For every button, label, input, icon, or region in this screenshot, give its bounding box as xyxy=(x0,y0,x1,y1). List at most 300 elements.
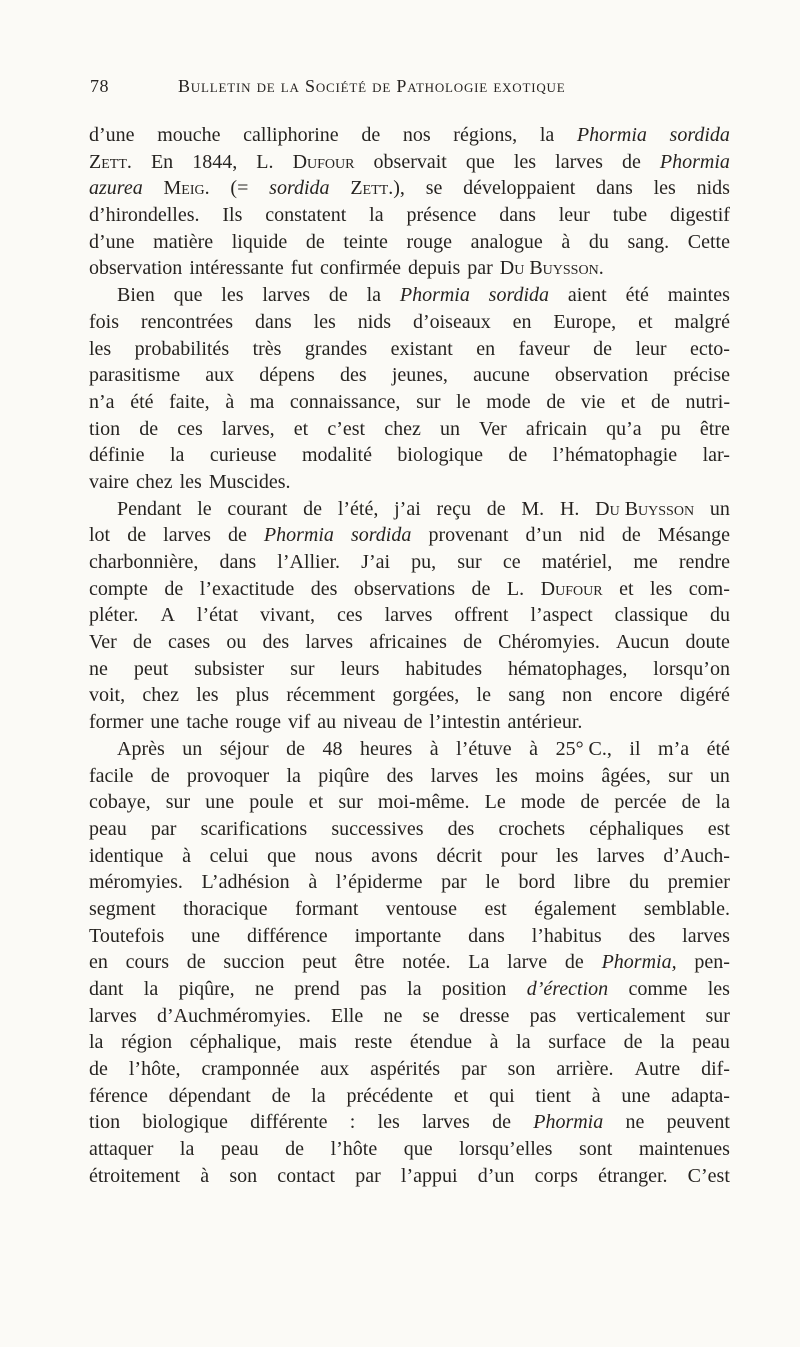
word: un xyxy=(182,737,203,760)
word: n’a xyxy=(89,390,115,413)
word: J’ai xyxy=(361,551,391,573)
word: peuvent xyxy=(666,1111,730,1134)
word: intéressante xyxy=(189,257,284,280)
word: ecto- xyxy=(690,337,730,360)
text-line xyxy=(89,282,730,309)
text-line xyxy=(89,442,730,469)
word: larve xyxy=(507,951,548,974)
word: Chéromyies. xyxy=(498,631,600,654)
word: plus xyxy=(235,684,270,707)
word: par xyxy=(461,1058,487,1081)
word: férence xyxy=(89,1084,148,1107)
word: crochets xyxy=(498,817,566,840)
word: la xyxy=(539,124,555,146)
word: les xyxy=(179,470,202,493)
word: teinte xyxy=(343,230,388,253)
word: leur xyxy=(558,204,590,227)
word: ne xyxy=(255,978,274,1000)
word: azurea xyxy=(89,177,143,200)
word: identique xyxy=(89,844,164,867)
word: larves xyxy=(555,150,603,173)
word: cobaye, xyxy=(89,791,151,814)
word: de xyxy=(651,390,670,413)
word: maintenues xyxy=(638,1138,730,1161)
word: la xyxy=(286,764,301,787)
word: dans xyxy=(468,924,505,947)
word: Bien xyxy=(117,284,155,307)
text-line xyxy=(89,522,730,549)
word: des xyxy=(340,364,367,387)
word: moi-même. xyxy=(377,791,470,814)
word: la xyxy=(366,284,382,307)
word: piqûre, xyxy=(178,978,235,1000)
text-line xyxy=(89,976,730,1003)
word: probabilités xyxy=(134,337,230,360)
word: ne xyxy=(625,1111,645,1134)
page-number: 78 xyxy=(90,76,109,96)
word: du xyxy=(629,871,650,894)
word: analogue xyxy=(470,230,543,253)
word: Aucun xyxy=(615,631,670,654)
word: l’hôte xyxy=(330,1138,378,1161)
word: aux xyxy=(320,1058,350,1081)
word: ces xyxy=(177,417,203,440)
word: arrière. xyxy=(556,1058,614,1081)
word: précédente xyxy=(346,1084,434,1107)
word: peau xyxy=(220,1138,259,1161)
word: différente xyxy=(250,1111,328,1134)
word: également xyxy=(534,897,617,920)
text-line xyxy=(89,549,730,576)
word: ventouse xyxy=(385,897,457,920)
word: pu xyxy=(660,417,681,440)
word: larves xyxy=(89,1004,137,1027)
word: Cette xyxy=(687,230,730,253)
word: cramponnée xyxy=(201,1058,300,1081)
word: différence xyxy=(246,924,328,947)
word: peut xyxy=(302,951,337,974)
word: leur xyxy=(635,337,667,360)
text-line xyxy=(89,949,730,976)
word: courant xyxy=(227,497,288,520)
word: par xyxy=(150,817,177,840)
text-line xyxy=(89,229,730,256)
word: du xyxy=(588,230,609,253)
word: une xyxy=(205,791,235,814)
word: fut xyxy=(290,257,313,280)
word: non xyxy=(562,684,593,707)
word: récemment xyxy=(286,684,376,707)
word: l’intestin xyxy=(429,711,501,734)
text-line xyxy=(89,1083,730,1110)
word: lorsqu’elles xyxy=(459,1138,553,1161)
word: verticalement xyxy=(576,1004,686,1027)
word: matière xyxy=(153,230,214,253)
word: présence xyxy=(406,204,477,227)
word: Après xyxy=(117,737,165,760)
word: larves xyxy=(262,284,311,307)
word: Phormia xyxy=(659,150,730,173)
word: qu’a xyxy=(606,417,642,440)
word: les xyxy=(653,177,676,200)
word: qui xyxy=(489,1084,515,1107)
word: larves xyxy=(682,924,730,947)
word: l’état xyxy=(196,604,239,627)
word: son xyxy=(507,1058,536,1081)
word: importante xyxy=(354,924,442,947)
text-line xyxy=(89,309,730,336)
word: son xyxy=(229,1164,258,1187)
text-line xyxy=(89,1163,730,1190)
word: nos xyxy=(402,124,431,146)
word: peau xyxy=(89,817,127,840)
word: d’une xyxy=(89,230,135,253)
word: digéré xyxy=(679,684,730,707)
word: à xyxy=(561,230,571,253)
word: du xyxy=(710,604,730,627)
word: un xyxy=(709,497,730,520)
word: observation xyxy=(89,257,183,280)
word: vivant, xyxy=(260,604,316,627)
word: un xyxy=(709,764,730,787)
word: que xyxy=(173,284,203,307)
word: niveau xyxy=(343,711,397,734)
word: comme xyxy=(628,978,688,1000)
word: d’une xyxy=(89,124,135,146)
word: que xyxy=(267,844,297,867)
word: connaissance, xyxy=(289,390,401,413)
page-header xyxy=(90,76,730,102)
text-line xyxy=(89,362,730,389)
word: Du Buysson xyxy=(595,497,695,520)
word: le xyxy=(197,497,212,520)
word: Phormia xyxy=(263,524,334,547)
word: Zett.), xyxy=(350,177,405,200)
word: et xyxy=(453,1084,469,1107)
word: de xyxy=(361,124,381,146)
word: précise xyxy=(673,364,730,387)
word: de xyxy=(328,284,348,307)
word: modalité xyxy=(301,444,372,467)
word: ma xyxy=(249,390,275,413)
word: ne xyxy=(89,657,108,680)
word: C’est xyxy=(687,1164,730,1187)
word: par xyxy=(355,1164,381,1187)
word: région xyxy=(121,1031,173,1054)
word: lar- xyxy=(702,444,730,467)
word: bord xyxy=(518,871,556,894)
word: sang xyxy=(508,684,545,707)
word: l’hôte, xyxy=(128,1058,181,1081)
word: de xyxy=(564,951,584,974)
word: tion xyxy=(89,417,121,440)
word: en xyxy=(476,337,496,360)
word: les xyxy=(221,284,244,307)
word: africaines xyxy=(369,631,447,654)
word: moins xyxy=(535,764,585,787)
word: Ver xyxy=(479,417,507,440)
text-line xyxy=(89,202,730,229)
word: aspérités xyxy=(370,1058,441,1081)
word: régions, xyxy=(453,124,518,146)
word: la xyxy=(660,1031,675,1054)
word: larves xyxy=(596,844,645,867)
text-line xyxy=(89,896,730,923)
word: les xyxy=(495,764,518,787)
word: dans xyxy=(254,310,292,333)
word: Mésange xyxy=(657,524,730,547)
word: avons xyxy=(371,844,418,867)
text-line xyxy=(89,789,730,816)
word: les xyxy=(196,684,219,707)
word: Phormia xyxy=(576,124,647,146)
word: il xyxy=(629,737,641,760)
word: de xyxy=(89,1058,108,1081)
word: étranger. xyxy=(598,1164,668,1187)
word: percée xyxy=(614,791,667,814)
word: surface xyxy=(548,1031,606,1054)
word: les xyxy=(513,150,537,173)
word: subsister xyxy=(194,657,265,680)
word: Ver xyxy=(89,631,117,654)
word: vif xyxy=(288,711,311,734)
body-text xyxy=(89,122,730,1190)
word: les xyxy=(313,310,336,333)
word: pour xyxy=(500,844,538,867)
word: aient xyxy=(567,284,607,307)
word: faite, xyxy=(169,390,210,413)
word: 48 xyxy=(322,737,343,760)
word: tion xyxy=(89,1111,121,1134)
word: libre xyxy=(573,871,611,894)
word: en xyxy=(512,310,532,333)
word: céphaliques xyxy=(589,817,684,840)
word: thoracique xyxy=(183,897,268,920)
word: faveur xyxy=(518,337,570,360)
text-line xyxy=(89,816,730,843)
word: méromyies. xyxy=(89,871,183,894)
text-line xyxy=(89,682,730,709)
word: antérieur. xyxy=(507,711,583,734)
text-line xyxy=(89,1109,730,1136)
word: de xyxy=(132,631,152,654)
word: à xyxy=(591,1084,601,1107)
word: est xyxy=(707,817,730,840)
word: (= xyxy=(230,177,249,200)
word: larves, xyxy=(221,417,275,440)
text-line xyxy=(89,149,730,176)
word: calliphorine xyxy=(243,124,339,146)
word: l’Allier. xyxy=(277,551,341,573)
word: de xyxy=(164,577,184,600)
word: la xyxy=(179,1138,195,1161)
word: nids xyxy=(696,177,730,200)
word: et xyxy=(293,417,309,440)
word: une xyxy=(191,924,221,947)
text-line xyxy=(89,175,730,202)
word: sang. xyxy=(627,230,670,253)
word: observations xyxy=(353,577,455,600)
word: céphalique, xyxy=(189,1031,282,1054)
word: la xyxy=(143,978,159,1000)
text-line xyxy=(89,709,730,736)
word: de xyxy=(285,1138,305,1161)
word: heures xyxy=(360,737,413,760)
word: et xyxy=(619,577,634,600)
word: de xyxy=(227,524,247,547)
word: A xyxy=(160,604,175,627)
word: la xyxy=(369,204,384,227)
word: de xyxy=(471,577,491,600)
word: matériel, xyxy=(541,551,613,573)
word: sur xyxy=(705,1004,730,1027)
word: dant xyxy=(89,978,124,1000)
word: pas xyxy=(360,978,387,1000)
word: très xyxy=(252,337,282,360)
word: ce xyxy=(502,551,521,573)
word: celui xyxy=(209,844,249,867)
text-line xyxy=(89,629,730,656)
word: constatent xyxy=(265,204,347,227)
word: de xyxy=(303,497,323,520)
word: mouche xyxy=(157,124,221,146)
word: cours xyxy=(125,951,169,974)
word: de xyxy=(139,417,159,440)
word: voit, xyxy=(89,684,126,707)
word: d’Auchméromyies. xyxy=(156,1004,311,1027)
word: à xyxy=(529,737,539,760)
word: de xyxy=(508,444,528,467)
word: la xyxy=(516,1031,531,1054)
text-line xyxy=(89,763,730,790)
text-line xyxy=(89,736,730,763)
word: habitudes xyxy=(405,657,483,680)
word: par xyxy=(467,257,493,280)
word: sur xyxy=(165,791,191,814)
word: étroitement xyxy=(89,1164,181,1187)
word: curieuse xyxy=(209,444,277,467)
word: sordida xyxy=(669,124,730,146)
word: 1844, xyxy=(192,150,238,173)
text-line xyxy=(89,336,730,363)
word: des xyxy=(310,577,338,600)
word: larves xyxy=(384,604,433,627)
word: à xyxy=(489,1031,499,1054)
word: En xyxy=(150,150,174,173)
word: semblable. xyxy=(643,897,730,920)
text-line xyxy=(89,576,730,603)
word: L. xyxy=(506,577,525,600)
word: une xyxy=(621,1084,651,1107)
word: premier xyxy=(667,871,730,894)
word: des xyxy=(628,924,656,947)
word: de xyxy=(127,524,147,547)
word: à xyxy=(308,871,318,894)
word: Zett. xyxy=(89,150,132,173)
word: les xyxy=(89,337,112,360)
word: ou xyxy=(226,631,247,654)
text-line xyxy=(89,869,730,896)
word: j’ai xyxy=(394,497,421,520)
word: nids xyxy=(357,310,392,333)
word: des xyxy=(262,631,290,654)
word: de xyxy=(186,951,206,974)
word: les xyxy=(377,1111,400,1134)
word: doute xyxy=(685,631,730,654)
word: lot xyxy=(89,524,111,547)
word: que xyxy=(465,150,495,173)
word: m’a xyxy=(658,737,690,760)
word: d’Auch- xyxy=(663,844,730,867)
word: d’un xyxy=(477,1164,515,1187)
word: sordida xyxy=(488,284,550,307)
word: charbonnière, xyxy=(89,551,199,573)
text-line xyxy=(89,255,730,282)
word: Dufour xyxy=(292,150,355,173)
word: dif- xyxy=(701,1058,730,1081)
word: grandes xyxy=(304,337,368,360)
word: le xyxy=(485,871,500,894)
word: dépens xyxy=(259,364,315,387)
word: sordida xyxy=(269,177,330,200)
word: attaquer xyxy=(89,1138,154,1161)
word: et xyxy=(620,390,636,413)
word: L’adhésion xyxy=(201,871,290,894)
text-line xyxy=(89,1136,730,1163)
word: poule xyxy=(249,791,294,814)
word: de xyxy=(580,791,600,814)
word: d’oiseaux xyxy=(412,310,491,333)
word: nutri- xyxy=(685,390,730,413)
word: rouge xyxy=(235,711,282,734)
word: de xyxy=(623,1031,643,1054)
word: chez xyxy=(142,684,180,707)
word: larves xyxy=(163,524,211,547)
word: observation xyxy=(554,364,649,387)
word: les xyxy=(556,844,579,867)
word: de xyxy=(403,711,423,734)
word: confirmée xyxy=(319,257,402,280)
text-line xyxy=(89,923,730,950)
text-line xyxy=(89,843,730,870)
word: 25° C., xyxy=(555,737,612,760)
word: aux xyxy=(205,364,235,387)
word: pléter. xyxy=(89,604,139,627)
word: des xyxy=(386,764,414,787)
word: provenant xyxy=(428,524,509,547)
word: un xyxy=(439,417,460,440)
word: la xyxy=(89,1031,104,1054)
word: lorsqu’on xyxy=(653,657,730,680)
running-title: Bulletin de la Société de Pathologie exotique xyxy=(178,76,566,96)
word: offrent xyxy=(454,604,509,627)
word: sont xyxy=(578,1138,613,1161)
word: dans xyxy=(219,551,257,573)
word: des xyxy=(447,817,475,840)
word: reçu xyxy=(436,497,471,520)
word: Du Buysson. xyxy=(499,257,604,280)
word: de xyxy=(621,524,641,547)
word: digestif xyxy=(669,204,730,227)
word: chez xyxy=(384,417,421,440)
word: le xyxy=(456,390,471,413)
word: dépendant xyxy=(168,1084,251,1107)
word: pas xyxy=(529,1004,557,1027)
word: peau xyxy=(692,1031,730,1054)
word: vaire xyxy=(89,470,129,493)
word: tache xyxy=(186,711,229,734)
word: larves xyxy=(305,631,354,654)
